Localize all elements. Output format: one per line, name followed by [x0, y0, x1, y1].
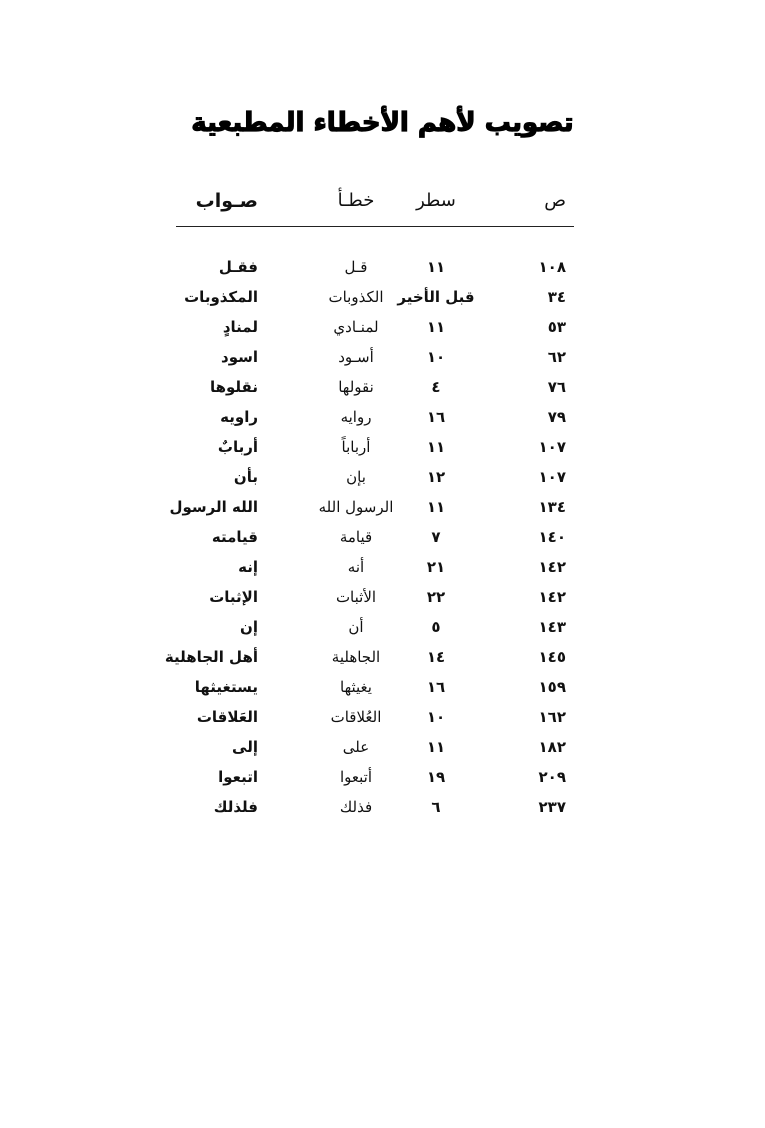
- cell-line: ١٦: [426, 408, 446, 426]
- cell-wrong: يغيثها: [340, 678, 372, 696]
- cell-right: أربابٌ: [217, 438, 258, 456]
- cell-wrong: العُلاقات: [330, 708, 382, 726]
- cell-wrong: لمنـادي: [333, 318, 379, 336]
- cell-wrong: الجاهلية: [331, 648, 381, 666]
- cell-page: ١٥٩: [538, 678, 566, 696]
- table-row: [176, 524, 576, 554]
- table-row: [176, 344, 576, 374]
- cell-right: إن: [240, 618, 258, 636]
- table-row: [176, 314, 576, 344]
- cell-wrong: الكذوبات: [328, 288, 384, 306]
- cell-wrong: أنه: [347, 558, 365, 576]
- errata-table: [164, 254, 576, 824]
- cell-right: الإثبات: [209, 588, 258, 606]
- cell-wrong: قيامة: [339, 528, 373, 546]
- cell-line: ١٠: [426, 348, 446, 366]
- table-row: [176, 374, 576, 404]
- cell-right: فقـل: [218, 258, 258, 276]
- cell-line: ٥: [431, 618, 441, 636]
- cell-page: ١٦٢: [538, 708, 566, 726]
- cell-line: ١٤: [426, 648, 446, 666]
- cell-wrong: أتبعوا: [339, 768, 373, 786]
- cell-wrong: نقولها: [338, 378, 374, 396]
- cell-page: ١٠٨: [538, 258, 566, 276]
- cell-right: المكذوبات: [184, 288, 258, 306]
- page-title: تصويب لأهم الأخطاء المطبعية: [191, 108, 574, 138]
- cell-right: قيامته: [211, 528, 258, 546]
- cell-wrong: أسـود: [338, 348, 374, 366]
- cell-wrong: الأثبات: [335, 588, 377, 606]
- cell-right: بأن: [233, 468, 258, 486]
- cell-wrong: أن: [348, 618, 364, 636]
- header-wrong: خطـأ: [337, 190, 375, 211]
- table-row: [176, 254, 576, 284]
- cell-line: ٢٢: [426, 588, 446, 606]
- header-divider: [176, 226, 574, 227]
- cell-wrong: روايه: [340, 408, 372, 426]
- cell-right: العَلاقات: [196, 708, 258, 726]
- table-row: [176, 614, 576, 644]
- cell-right: إنه: [238, 558, 258, 576]
- cell-page: ٥٣: [547, 318, 566, 336]
- cell-line: ٧: [431, 528, 441, 546]
- cell-wrong: بإن: [346, 468, 366, 486]
- cell-page: ١٨٢: [538, 738, 566, 756]
- table-row: [176, 554, 576, 584]
- cell-page: ١٣٤: [538, 498, 566, 516]
- cell-right: أهل الجاهلية: [164, 648, 258, 666]
- cell-page: ٢٣٧: [538, 798, 566, 816]
- cell-page: ١٤٢: [538, 558, 566, 576]
- cell-wrong: على: [342, 738, 370, 756]
- header-right: صـواب: [195, 190, 258, 212]
- cell-right: الله الرسول: [169, 498, 258, 516]
- cell-page: ٧٦: [547, 378, 566, 396]
- cell-page: ١٠٧: [538, 438, 566, 456]
- cell-wrong: الرسول الله: [318, 498, 394, 516]
- cell-right: راويه: [220, 408, 258, 426]
- table-row: [176, 764, 576, 794]
- cell-page: ٢٠٩: [538, 768, 566, 786]
- cell-right: نقلوها: [210, 378, 258, 396]
- cell-wrong: قـل: [344, 258, 368, 276]
- cell-page: ١٤٢: [538, 588, 566, 606]
- table-row: [164, 644, 576, 674]
- cell-line: ٦: [431, 798, 441, 816]
- header-page: ص: [544, 190, 566, 211]
- cell-line: ١١: [426, 258, 446, 276]
- cell-wrong: أرباباً: [341, 438, 371, 456]
- cell-right: لمنادٍ: [222, 318, 258, 336]
- cell-right: يستغيثها: [194, 678, 258, 696]
- cell-line: ١١: [426, 498, 446, 516]
- cell-line: ٢١: [426, 558, 446, 576]
- cell-page: ١٠٧: [538, 468, 566, 486]
- cell-line: ١١: [426, 438, 446, 456]
- cell-line: ١١: [426, 738, 446, 756]
- cell-right: اتبعوا: [218, 768, 258, 786]
- cell-line: ٤: [431, 378, 441, 396]
- cell-line: قبل الأخير: [397, 288, 475, 306]
- table-row: [176, 284, 576, 314]
- cell-line: ١١: [426, 318, 446, 336]
- cell-line: ١٠: [426, 708, 446, 726]
- table-row: [176, 794, 576, 824]
- table-row: [169, 494, 576, 524]
- cell-line: ١٩: [426, 768, 446, 786]
- table-row: [176, 704, 576, 734]
- cell-right: اسود: [221, 348, 258, 366]
- cell-page: ٧٩: [547, 408, 566, 426]
- cell-page: ٦٢: [547, 348, 566, 366]
- table-row: [176, 734, 576, 764]
- table-row: [176, 584, 576, 614]
- cell-page: ٣٤: [547, 288, 566, 306]
- cell-page: ١٤٣: [538, 618, 566, 636]
- cell-line: ١٦: [426, 678, 446, 696]
- cell-line: ١٢: [426, 468, 446, 486]
- cell-right: فلذلك: [213, 798, 258, 816]
- table-header: [176, 190, 576, 220]
- cell-wrong: فذلك: [339, 798, 373, 816]
- cell-page: ١٤٥: [538, 648, 566, 666]
- header-line: سطر: [416, 190, 456, 211]
- table-row: [176, 464, 576, 494]
- cell-page: ١٤٠: [538, 528, 566, 546]
- table-row: [176, 434, 576, 464]
- table-row: [176, 674, 576, 704]
- cell-right: إلى: [232, 738, 258, 756]
- table-row: [176, 404, 576, 434]
